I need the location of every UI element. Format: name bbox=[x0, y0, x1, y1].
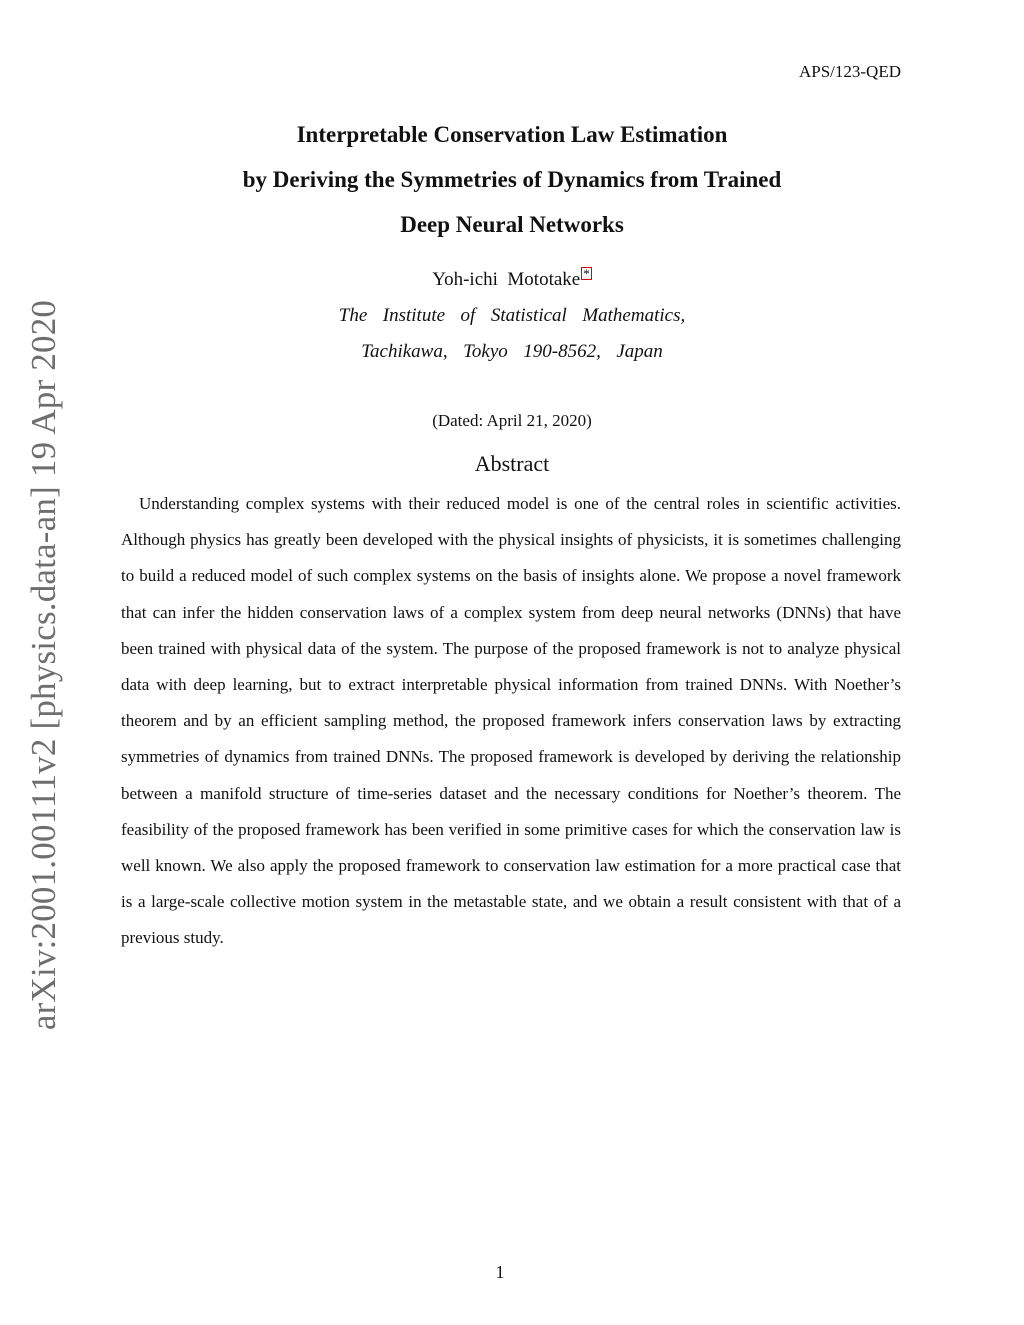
author-footnote-link[interactable]: * bbox=[583, 265, 590, 281]
arxiv-side-stamp: arXiv:2001.00111v2 [physics.data-an] 19 Apr 2020 bbox=[24, 299, 63, 1031]
dated-line: (Dated: April 21, 2020) bbox=[432, 411, 592, 430]
abstract-body: Understanding complex systems with their reduced model is one of the central roles in scientific activities. Although physics has greatly been developed with the physical insights of physicists, it is sometimes challenging to build a reduced model of such complex systems on the basis of insights alone. We propose a novel framework that can infer the hidden conservation laws of a complex system from deep neural networks (DNNs) that have been trained with physical data of the system. The purpose of the proposed framework is not to analyze physical data with deep learning, but to extract interpretable physical information from trained DNNs. With Noether’s theorem and by an efficient sampling method, the proposed framework infers conservation laws by extracting symmetries of dynamics from trained DNNs. The proposed framework is developed by deriving the relationship between a manifold structure of time-series dataset and the necessary conditions for Noether’s theorem. The feasibility of the proposed framework has been verified in some primitive cases for which the conservation law is well known. We also apply the proposed framework to conservation law estimation for a more practical case that is a large-scale collective motion system in the metastable state, and we obtain a result consistent with that of a previous study. bbox=[121, 494, 901, 948]
title-line-1: Interpretable Conservation Law Estimation bbox=[296, 122, 728, 147]
title-line-3: Deep Neural Networks bbox=[400, 212, 624, 237]
author-line bbox=[0, 262, 1024, 298]
author-name: Yoh-ichi Mototake bbox=[432, 269, 581, 290]
title-line-2: by Deriving the Symmetries of Dynamics from Trained bbox=[242, 167, 782, 192]
paper-title bbox=[0, 112, 1024, 247]
affiliation-line-2: Tachikawa, Tokyo 190-8562, Japan bbox=[361, 341, 663, 362]
author-block bbox=[0, 262, 1024, 370]
abstract-heading: Abstract bbox=[474, 451, 550, 476]
page-number: 1 bbox=[495, 1262, 505, 1282]
report-number: APS/123-QED bbox=[798, 62, 901, 81]
affiliation-line-1: The Institute of Statistical Mathematics, bbox=[338, 305, 686, 326]
